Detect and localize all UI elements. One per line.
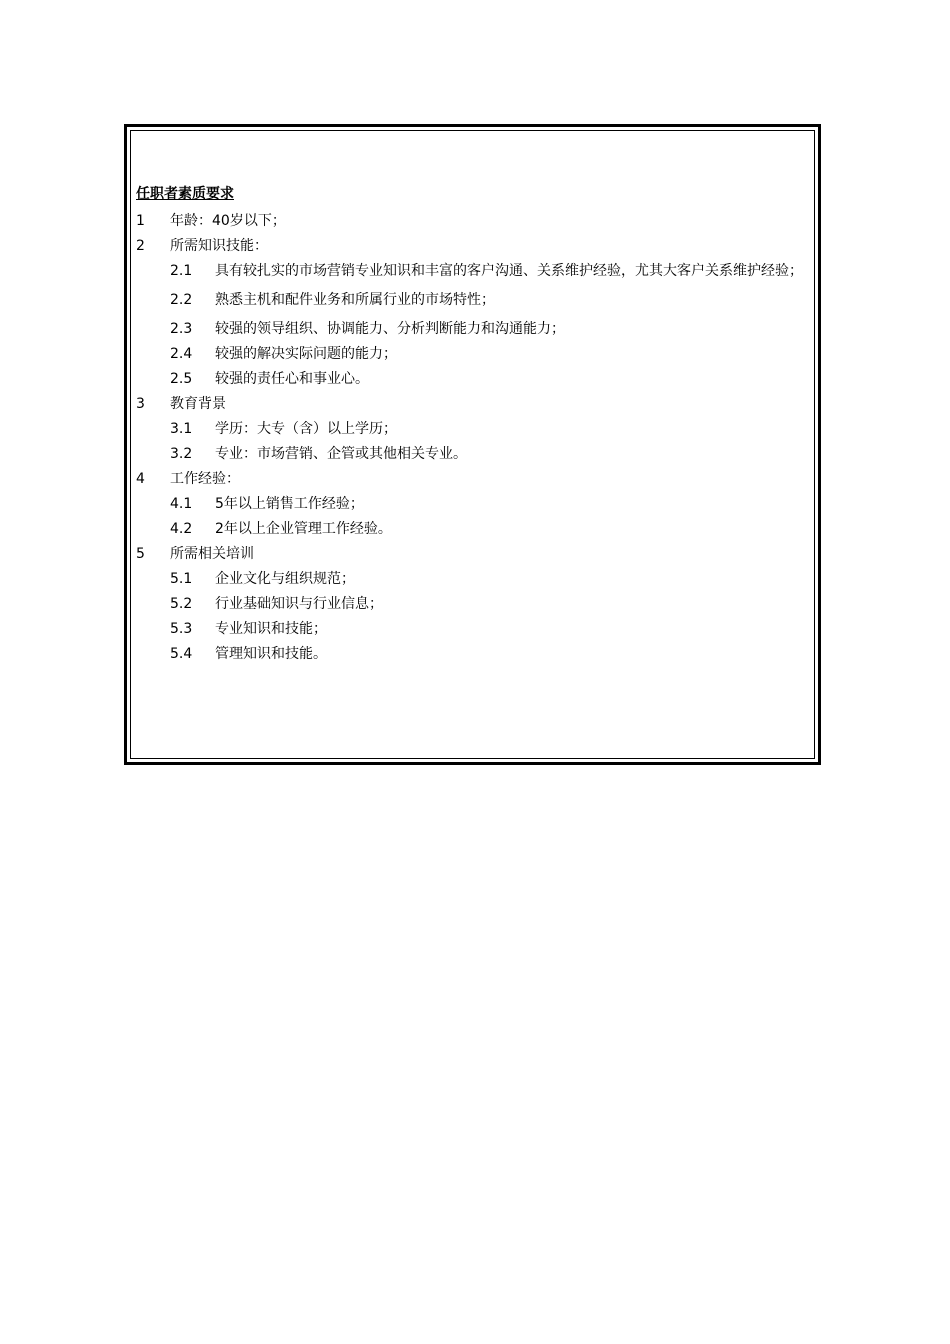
list-item-3-2 [136,442,816,467]
item-number: 4 [136,471,145,487]
list-item-2-5 [136,367,816,392]
item-number: 5.2 [170,596,193,612]
list-item-5-1 [136,567,816,592]
item-text: 2年以上企业管理工作经验。 [215,521,392,537]
list-item-2-4 [136,342,816,367]
item-number: 2 [136,238,145,254]
section-heading: 任职者素质要求 [136,186,234,202]
item-text: 较强的责任心和事业心。 [215,371,369,387]
list-item-4-1 [136,492,816,517]
list-item-2-1 [136,259,816,284]
item-number: 2.2 [170,292,193,308]
list-item-5-3 [136,617,816,642]
item-text: 工作经验： [170,471,240,487]
item-number: 2.3 [170,321,193,337]
item-text: 专业知识和技能； [215,621,327,637]
list-item-2-3 [136,317,816,342]
item-number: 2.1 [170,263,193,279]
item-number: 2.4 [170,346,193,362]
item-text: 行业基础知识与行业信息； [215,596,383,612]
item-text: 具有较扎实的市场营销专业知识和丰富的客户沟通、关系维护经验，尤其大客户关系维护经验； [215,263,803,279]
item-text: 管理知识和技能。 [215,646,327,662]
item-number: 3.1 [170,421,193,437]
list-item-2 [136,234,816,259]
item-text: 所需相关培训 [170,546,254,562]
list-item-1 [136,209,816,234]
requirements-content [136,183,816,667]
item-text: 较强的领导组织、协调能力、分析判断能力和沟通能力； [215,321,565,337]
item-number: 5.4 [170,646,193,662]
item-number: 3 [136,396,145,412]
list-item-4 [136,467,816,492]
list-item-3 [136,392,816,417]
item-text: 较强的解决实际问题的能力； [215,346,397,362]
item-number: 1 [136,213,145,229]
item-text: 所需知识技能： [170,238,268,254]
list-item-5-2 [136,592,816,617]
item-number: 3.2 [170,446,193,462]
list-item-4-2 [136,517,816,542]
list-item-3-1 [136,417,816,442]
item-text: 教育背景 [170,396,226,412]
item-number: 4.2 [170,521,193,537]
item-text: 熟悉主机和配件业务和所属行业的市场特性； [215,292,495,308]
item-number: 4.1 [170,496,193,512]
item-text: 5年以上销售工作经验； [215,496,364,512]
item-number: 2.5 [170,371,193,387]
list-item-5 [136,542,816,567]
list-item-5-4 [136,642,816,667]
item-text: 企业文化与组织规范； [215,571,355,587]
item-number: 5.3 [170,621,193,637]
item-number: 5 [136,546,145,562]
item-text: 学历：大专（含）以上学历； [215,421,397,437]
item-text: 年龄：40岁以下； [170,213,286,229]
list-item-2-2 [136,288,816,313]
item-text: 专业：市场营销、企管或其他相关专业。 [215,446,467,462]
item-number: 5.1 [170,571,193,587]
